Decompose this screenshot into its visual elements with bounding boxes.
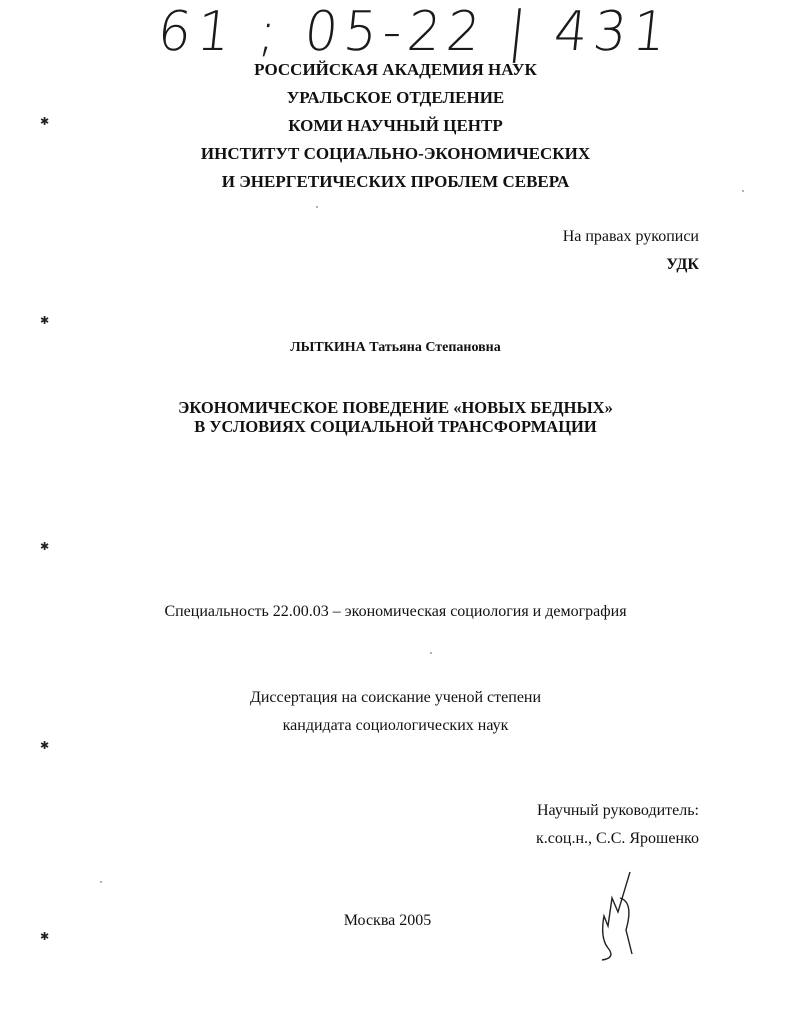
binding-hole-mark: ✱ [40,930,50,943]
binding-hole-mark: ✱ [40,540,50,553]
organization-line: ИНСТИТУТ СОЦИАЛЬНО-ЭКОНОМИЧЕСКИХ [200,144,591,163]
dissertation-title-line: ЭКОНОМИЧЕСКОЕ ПОВЕДЕНИЕ «НОВЫХ БЕДНЫХ» [178,398,613,417]
handwritten-archive-number: 61 ; 05-22 | 431 [154,0,675,64]
scan-speck [100,881,102,883]
scan-speck [742,190,744,192]
signature [590,868,640,963]
binding-hole-mark: ✱ [40,115,50,128]
organization-line: УРАЛЬСКОЕ ОТДЕЛЕНИЕ [286,88,505,107]
binding-hole-mark: ✱ [40,739,50,752]
degree-line: кандидата социологических наук [282,717,509,734]
specialty: Специальность 22.00.03 – экономическая социология и демография [164,603,627,620]
supervisor-name: к.соц.н., С.С. Ярошенко [536,830,699,847]
organization-line: И ЭНЕРГЕТИЧЕСКИХ ПРОБЛЕМ СЕВЕРА [221,172,570,191]
degree-line: Диссертация на соискание ученой степени [249,689,542,706]
organization-line: РОССИЙСКАЯ АКАДЕМИЯ НАУК [254,60,537,79]
manuscript-rights: На правах рукописи [562,228,699,245]
organization-line: КОМИ НАУЧНЫЙ ЦЕНТР [288,116,503,135]
supervisor-label: Научный руководитель: [536,802,699,819]
binding-hole-mark: ✱ [40,314,50,327]
scan-speck [316,206,318,208]
scan-speck [430,652,432,654]
dissertation-title-line: В УСЛОВИЯХ СОЦИАЛЬНОЙ ТРАНСФОРМАЦИИ [194,417,597,436]
author-name: ЛЫТКИНА Татьяна Степановна [290,340,501,355]
city-year: Москва 2005 [343,912,432,929]
udc-label: УДК [666,256,699,273]
